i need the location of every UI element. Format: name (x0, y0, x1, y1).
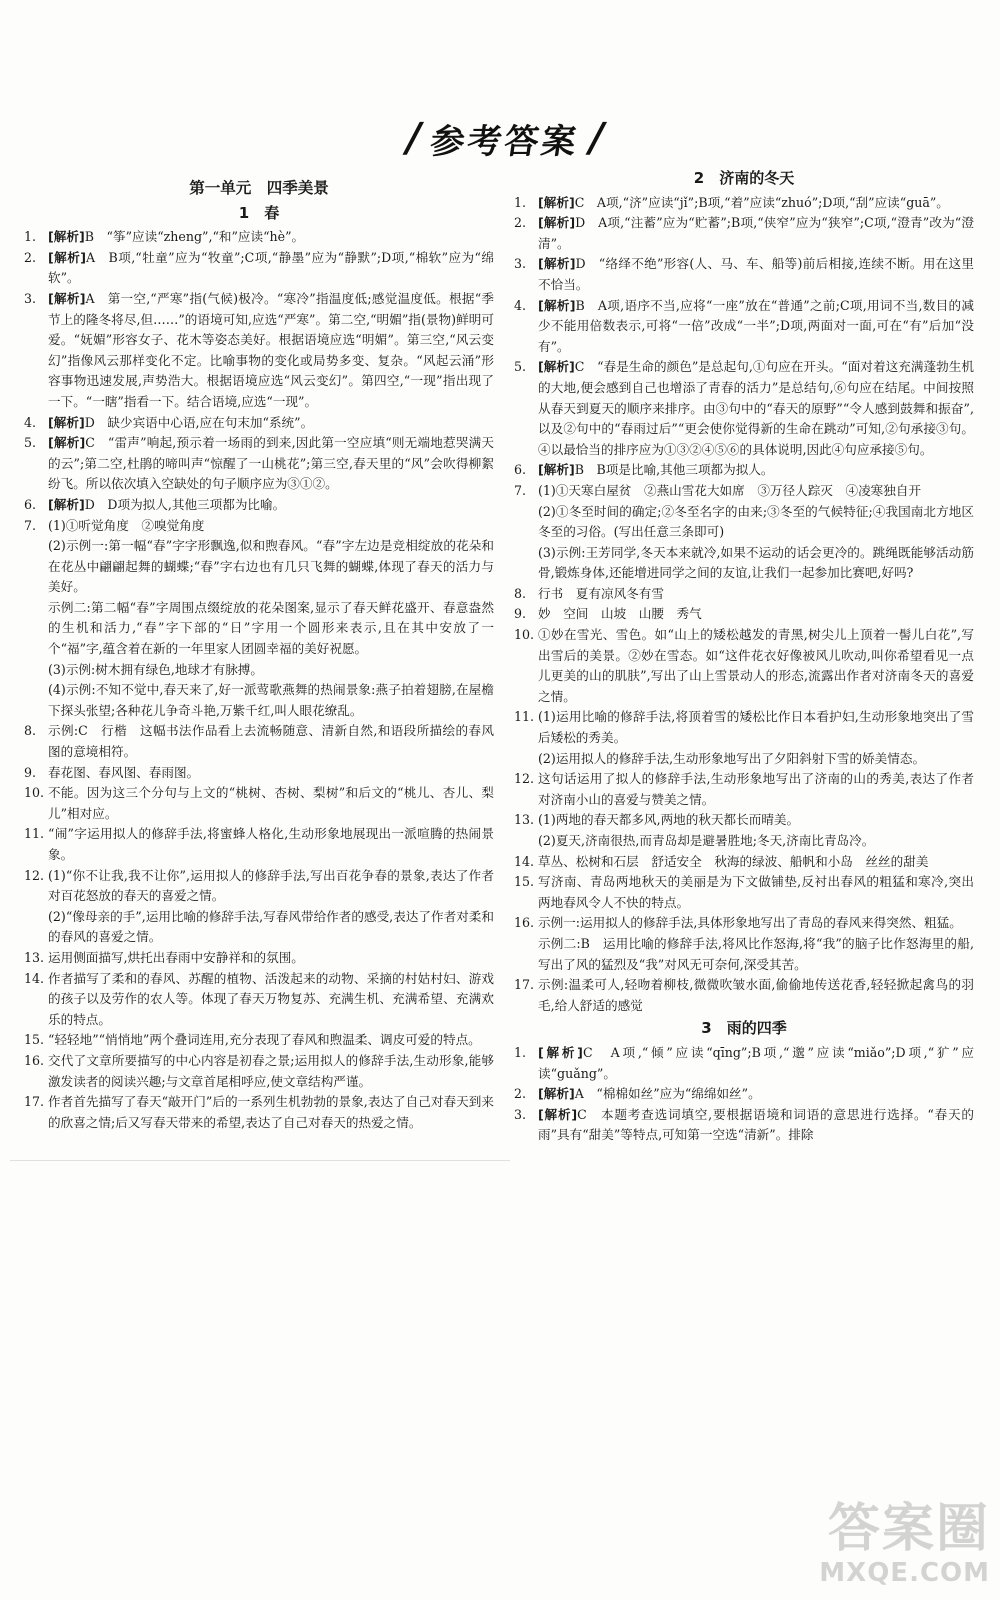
answer-item (514, 213, 974, 254)
answer-item (514, 584, 974, 605)
answer-number: 1. (24, 229, 37, 245)
answer-body: A 第一空,“严寒”指(气候)极冷。“寒冷”指温度低;感觉温度低。根据“季节上的隆冬将尽,但……”的语境可知,应选“严寒”。第二空,“明媚”指(景物)鲜明可爱。“妩媚”形容女子、花木等姿态美好。根据语境应选“明媚”。第三空,“风云变幻”指像风云那样变化不定。比喻事物的变化或局势多变、复杂。“风起云涌”形容事物迅速发展,声势浩大。根据语境应选“风云变幻”。第四空,“一现”指出现了一下。“一瞎”指看一下。结合语境,应选“一现”。 (48, 290, 494, 409)
answer-body: 示例:温柔可人,轻吻着柳枝,微微吹皱水面,偷偷地传送花香,轻轻掀起禽鸟的羽毛,给人舒适的感觉 (538, 977, 974, 1013)
analysis-tag: [解析] (48, 414, 85, 430)
answer-body: D A项,“注蓄”应为“贮蓄”;B项,“侠窄”应为“狭窄”;C项,“澄青”改为“澄清”。 (538, 215, 974, 251)
answer-item (24, 660, 494, 681)
answer-body: (1)①天寒白屋贫 ②燕山雪花大如席 ③万径人踪灭 ④凌寒独自开 (538, 482, 922, 498)
answer-number (514, 502, 538, 543)
answer-body: D D项为拟人,其他三项都为比喻。 (84, 496, 286, 512)
answer-text (48, 721, 494, 762)
answer-body: 运用侧面描写,烘托出春雨中安静祥和的氛围。 (48, 949, 304, 965)
answer-number: 14. (24, 970, 45, 986)
answer-body: 示例一:运用拟人的修辞手法,具体形象地写出了青岛的春风来得突然、粗猛。 (538, 915, 962, 931)
answer-number: 17. (24, 1094, 45, 1110)
answer-body: 交代了文章所要描写的中心内容是初春之景;运用拟人的修辞手法,生动形象,能够激发读者的阅读兴趣;与文章首尾相呼应,使文章结构严谨。 (48, 1052, 494, 1089)
answer-text (48, 948, 494, 969)
answer-item (514, 481, 974, 502)
answer-number: 4. (514, 297, 527, 313)
answer-item (514, 254, 974, 295)
answer-text (538, 584, 974, 605)
site-watermark (760, 1500, 990, 1595)
answer-number: 9. (514, 606, 527, 622)
analysis-tag: [解析] (538, 1106, 578, 1122)
answer-number: 12. (24, 867, 45, 883)
answer-body: (2)①冬至时间的确定;②冬至名字的由来;③冬至的气候特征;④我国南北方地区冬至的习俗。(写出任意三条即可) (538, 503, 974, 540)
analysis-tag: [解析] (48, 496, 85, 512)
answer-number (24, 680, 48, 721)
answer-item (24, 969, 494, 1031)
answer-body: A B项,“牡童”应为“牧童”;C项,“静墨”应为“静默”;D项,“棉软”应为“绵软”。 (48, 249, 494, 286)
answer-number: 5. (514, 359, 527, 375)
answer-text (48, 289, 494, 413)
answer-item (514, 625, 974, 707)
answer-text (538, 1084, 974, 1105)
answer-text (48, 1092, 494, 1133)
answer-item (514, 831, 974, 852)
answer-item (514, 1105, 974, 1146)
answer-item (24, 721, 494, 762)
answer-number: 3. (514, 1106, 527, 1122)
answer-body: C A项,“济”应读“jǐ”;B项,“着”应读“zhuó”;D项,“刮”应读“guā”。 (574, 194, 949, 210)
answer-item (24, 1030, 494, 1051)
answer-body: (1)①听觉角度 ②嗅觉角度 (48, 517, 205, 533)
analysis-tag: [解析] (538, 297, 576, 313)
answer-item (514, 460, 974, 481)
answer-body: D “络绎不绝”形容(人、马、车、船等)前后相接,连续不断。用在这里不恰当。 (538, 256, 974, 292)
answer-item (24, 598, 494, 660)
unit-heading: 第一单元 四季美景 (189, 179, 329, 197)
answer-body: 行书 夏有凉风冬有雪 (538, 585, 664, 601)
answer-item (24, 248, 494, 289)
answer-item (24, 907, 494, 948)
lesson-heading-1: 1 春 (238, 203, 280, 222)
analysis-tag: [解析] (48, 435, 86, 451)
answer-number (24, 536, 48, 598)
answer-number: 7. (24, 517, 37, 533)
answer-text (48, 1030, 494, 1051)
analysis-tag: [解析] (538, 359, 575, 375)
answer-number (514, 831, 538, 852)
analysis-tag: [解析] (48, 290, 86, 306)
answer-number: 17. (514, 977, 535, 993)
answer-body: 示例:C 行楷 这幅书法作品看上去流畅随意、清新自然,和语段所描绘的春风图的意境相符。 (48, 723, 494, 760)
answer-text (48, 1051, 494, 1092)
answer-body: 不能。因为这三个分句与上文的“桃树、杏树、梨树”和后文的“桃儿、杏儿、梨儿”相对应。 (48, 785, 494, 821)
left-column (24, 178, 494, 1133)
answer-body: 作者描写了柔和的春风、苏醒的植物、活泼起来的动物、采摘的村姑村妇、游戏的孩子以及劳作的农人等。体现了春天万物复苏、充满生机、充满希望、充满欢乐的特点。 (48, 970, 494, 1027)
answer-number: 13. (514, 812, 535, 828)
analysis-tag: [解析] (538, 1086, 575, 1102)
answer-number (514, 934, 538, 975)
analysis-tag: [解析] (538, 462, 575, 478)
answer-text (48, 536, 494, 598)
answer-number: 2. (514, 215, 527, 231)
answer-item (514, 975, 974, 1016)
answer-body: 妙 空间 山坡 山腰 秀气 (538, 606, 702, 622)
answer-text (538, 1105, 974, 1146)
answer-text (48, 248, 494, 289)
answer-body: 示例二:B 运用比喻的修辞手法,将风比作怒海,将“我”的脑子比作怒海里的船,写出了风的猛烈及“我”对风无可奈何,深受其苦。 (538, 935, 974, 972)
answer-body: ①妙在雪光、雪色。如“山上的矮松越发的青黑,树尖儿上顶着一髻儿白花”,写出雪后的美景。②妙在雪态。如“这件花衣好像被风儿吹动,叫你希望看见一点儿更美的山的肌肤”,写出了山上雪景动人的形态,流露出作者对济南冬天的喜爱之情。 (538, 627, 974, 704)
answer-body: 这句话运用了拟人的修辞手法,生动形象地写出了济南的山的秀美,表达了作者对济南小山的喜爱与赞美之情。 (538, 771, 974, 807)
answer-number: 3. (514, 256, 527, 272)
answer-text (538, 934, 974, 975)
answer-text (48, 433, 494, 495)
answer-body: (1)“你不让我,我不让你”,运用拟人的修辞手法,写出百花争春的景象,表达了作者对百花怒放的春天的喜爱之情。 (48, 867, 494, 904)
answer-body: C A项,“倾”应读“qīng”;B项,“邈”应读“miǎo”;D项,“犷”应读“guǎng”。 (538, 1044, 974, 1081)
answer-body: B B项是比喻,其他三项都为拟人。 (574, 462, 774, 478)
answer-number: 2. (24, 249, 37, 265)
lesson-heading-2: 2 济南的冬天 (693, 169, 795, 187)
answer-item (514, 707, 974, 748)
answer-item (514, 769, 974, 810)
page-title (375, 115, 635, 161)
answer-text (538, 502, 974, 543)
answer-item (514, 749, 974, 770)
lesson-heading-3: 3 雨的四季 (701, 1019, 787, 1038)
answer-item (24, 824, 494, 865)
answer-number (24, 598, 48, 660)
answer-number: 16. (24, 1052, 45, 1068)
watermark-domain: MXQE.COM (819, 1558, 990, 1588)
answer-item (24, 516, 494, 537)
answer-number: 16. (514, 915, 535, 931)
answer-body: 写济南、青岛两地秋天的美丽是为下文做铺垫,反衬出春风的粗猛和寒冷,突出两地春风令人不快的特点。 (538, 874, 974, 910)
answer-text (538, 975, 974, 1016)
answer-item (514, 543, 974, 584)
answer-number: 14. (514, 853, 535, 869)
analysis-tag: [解析] (48, 229, 85, 245)
answer-item (514, 852, 974, 873)
answer-text (48, 413, 494, 434)
answer-number: 15. (24, 1032, 45, 1048)
answer-text (538, 810, 974, 831)
answer-item (514, 934, 974, 975)
answer-text (48, 680, 494, 721)
answer-body: 草丛、松树和石层 舒适安全 秋海的绿波、船帆和小岛 丝丝的甜美 (538, 853, 929, 869)
answer-number: 6. (24, 496, 37, 512)
answer-body: (2)夏天,济南很热,而青岛却是避暑胜地;冬天,济南比青岛冷。 (538, 833, 875, 848)
answer-text (48, 907, 494, 948)
answer-body: 春花图、春风图、春雨图。 (48, 764, 200, 780)
answer-number: 1. (514, 1044, 527, 1060)
answer-text (48, 783, 494, 824)
answer-body: (3)示例:树木拥有绿色,地球才有脉搏。 (48, 661, 263, 677)
answer-item (24, 1051, 494, 1092)
answer-text (48, 598, 494, 660)
answer-body: D 缺少宾语中心语,应在句末加“系统”。 (84, 414, 314, 430)
answer-body: A “棉棉如丝”应为“绵绵如丝”。 (574, 1086, 761, 1102)
answer-text (538, 296, 974, 358)
answer-body: “闹”字运用拟人的修辞手法,将蜜蜂人格化,生动形象地展现出一派喧腾的热闹景象。 (48, 826, 494, 862)
analysis-tag: [解析] (538, 215, 576, 231)
answer-text (538, 213, 974, 254)
answer-number: 5. (24, 435, 37, 451)
answer-item (514, 1043, 974, 1084)
answer-item (514, 296, 974, 358)
analysis-tag: [解析] (538, 1044, 583, 1060)
answer-number: 13. (24, 949, 45, 965)
answer-item (514, 193, 974, 214)
answer-number (24, 907, 48, 948)
answer-item (514, 502, 974, 543)
answer-text (538, 852, 974, 873)
answer-number: 4. (24, 414, 37, 430)
answer-item (514, 810, 974, 831)
answer-text (538, 707, 974, 748)
answer-item (514, 604, 974, 625)
answer-body: (3)示例:王芳同学,冬天本来就冷,如果不运动的话会更冷的。跳绳既能够活动筋骨,锻炼身体,还能增进同学之间的友谊,让我们一起参加比赛吧,好吗? (538, 544, 974, 581)
answer-text (48, 866, 494, 907)
answer-number: 15. (514, 874, 535, 890)
answer-text (538, 831, 974, 852)
answer-item (24, 680, 494, 721)
answer-body: (2)“像母亲的手”,运用比喻的修辞手法,写春风带给作者的感受,表达了作者对柔和的春风的喜爱之情。 (48, 908, 494, 945)
answer-text (538, 357, 974, 460)
answer-text (538, 749, 974, 770)
answer-item (514, 913, 974, 934)
answer-number: 8. (24, 723, 37, 739)
title-slash-left: / (401, 115, 426, 161)
answer-number (514, 543, 538, 584)
answer-item (24, 783, 494, 824)
answer-number: 10. (24, 785, 45, 801)
analysis-tag: [解析] (48, 249, 86, 265)
answer-body: 作者首先描写了春天“敲开门”后的一系列生机勃勃的景象,表达了自己对春天到来的欣喜之情;后又写春天带来的希望,表达了自己对春天的热爱之情。 (48, 1094, 494, 1130)
answer-item (24, 866, 494, 907)
answer-body: C “雷声”响起,预示着一场雨的到来,因此第一空应填“则无端地惹哭满天的云”;第二空,杜鹃的啼叫声“惊醒了一山桃花”;第三空,春天里的“风”会吹得柳絮纷飞。所以依次填入空缺处的句子顺序应为③①②。 (48, 435, 494, 492)
answer-body: 示例二:第二幅“春”字周围点缀绽放的花朵图案,显示了春天鲜花盛开、春意盎然的生机和活力,“春”字下部的“日”字用一个圆形来表示,且在其中安放了一个“福”字,蕴含着在新的一年里家人团圆幸福的美好祝愿。 (48, 599, 494, 657)
answer-item (24, 413, 494, 434)
answer-number (514, 749, 538, 770)
answer-body: “轻轻地”“悄悄地”两个叠词连用,充分表现了春风和煦温柔、调皮可爱的特点。 (48, 1032, 481, 1048)
answer-text (48, 516, 494, 537)
analysis-tag: [解析] (538, 256, 576, 272)
answer-item (24, 1092, 494, 1133)
answer-text (538, 604, 974, 625)
answer-text (48, 969, 494, 1031)
answer-number (24, 660, 48, 681)
answer-item (514, 1084, 974, 1105)
answer-text (48, 824, 494, 865)
title-slash-right: / (584, 115, 609, 161)
answer-number: 10. (514, 627, 535, 643)
answer-number: 11. (24, 826, 45, 842)
answer-text (538, 625, 974, 707)
answer-item (24, 289, 494, 413)
answer-number: 7. (514, 482, 527, 498)
answer-text (538, 460, 974, 481)
answer-text (538, 913, 974, 934)
answer-text (538, 481, 974, 502)
lesson-2-answers (514, 193, 974, 1017)
answer-item (24, 495, 494, 516)
answer-number: 12. (514, 771, 535, 787)
answer-number: 6. (514, 462, 527, 478)
answer-text (538, 543, 974, 584)
answer-item (514, 357, 974, 460)
answer-body: (1)运用比喻的修辞手法,将顶着雪的矮松比作日本看护妇,生动形象地突出了雪后矮松的秀美。 (538, 709, 974, 746)
answer-body: C “春是生命的颜色”是总起句,①句应在开头。“面对着这充满蓬勃生机的大地,便会感到自己也增添了青春的活力”是总结句,⑥句应在结尾。中间按照从春天到夏天的顺序来排序。由③句中的“春天的原野”“令人感到鼓舞和振奋”,以及②句中的“春雨过后”“更会使你觉得新的生命在跳动”可知,②句承接③句。④以最恰当的排序应为①③②④⑤⑥的具体说明,因此④句应承接⑤句。 (538, 359, 974, 457)
answer-item (24, 948, 494, 969)
lesson-1-answers (24, 227, 494, 1133)
answer-item (514, 872, 974, 913)
answer-item (24, 433, 494, 495)
analysis-tag: [解析] (538, 194, 575, 210)
answer-text (538, 1043, 974, 1084)
answer-body: B “筝”应读“zheng”,“和”应读“hè”。 (84, 229, 305, 245)
answer-number: 11. (514, 709, 535, 725)
answer-body: B A项,语序不当,应将“一座”放在“普通”之前;C项,用词不当,数目的减少不能用倍数表示,可将“一倍”改成“一半”;D项,两面对一面,可在“有”后加“没有”。 (538, 297, 974, 354)
answer-text (538, 254, 974, 295)
answer-number: 9. (24, 764, 37, 780)
answer-text (538, 872, 974, 913)
answer-body: C 本题考查选词填空,要根据语境和词语的意思进行选择。“春天的雨”具有“甜美”等特点,可知第一空选“清新”。排除 (538, 1106, 975, 1143)
right-column (514, 166, 974, 1146)
answer-number: 3. (24, 290, 37, 306)
answer-item (24, 227, 494, 248)
answer-body: (2)运用拟人的修辞手法,生动形象地写出了夕阳斜射下雪的娇美情态。 (538, 750, 926, 766)
answer-text (538, 769, 974, 810)
lesson-3-answers (514, 1043, 974, 1146)
answer-text (48, 660, 494, 681)
answer-number: 1. (514, 194, 527, 210)
answer-text (48, 227, 494, 248)
answer-body: (4)示例:不知不觉中,春天来了,好一派莺歌燕舞的热闹景象:燕子拍着翅膀,在屋檐下探头张望;各种花儿争奇斗艳,万紫千红,叫人眼花缭乱。 (48, 682, 494, 718)
answer-item (24, 536, 494, 598)
answer-text (538, 193, 974, 214)
answer-text (48, 763, 494, 784)
watermark-logo-text: 答案圈 (827, 1499, 990, 1559)
title-text: 参考答案 (427, 121, 582, 162)
scan-artifact-line (10, 1160, 510, 1161)
answer-number: 2. (514, 1086, 527, 1102)
answer-body: (2)示例一:第一幅“春”字字形飘逸,似和煦春风。“春”字左边是竞相绽放的花朵和在花丛中翩翩起舞的蝴蝶;“春”字右边也有几只飞舞的蝴蝶,体现了春天的活力与美好。 (48, 538, 494, 595)
answer-text (48, 495, 494, 516)
answer-item (24, 763, 494, 784)
answer-body: (1)两地的春天都多风,两地的秋天都长而晴美。 (538, 812, 800, 828)
answer-number: 8. (514, 585, 527, 601)
